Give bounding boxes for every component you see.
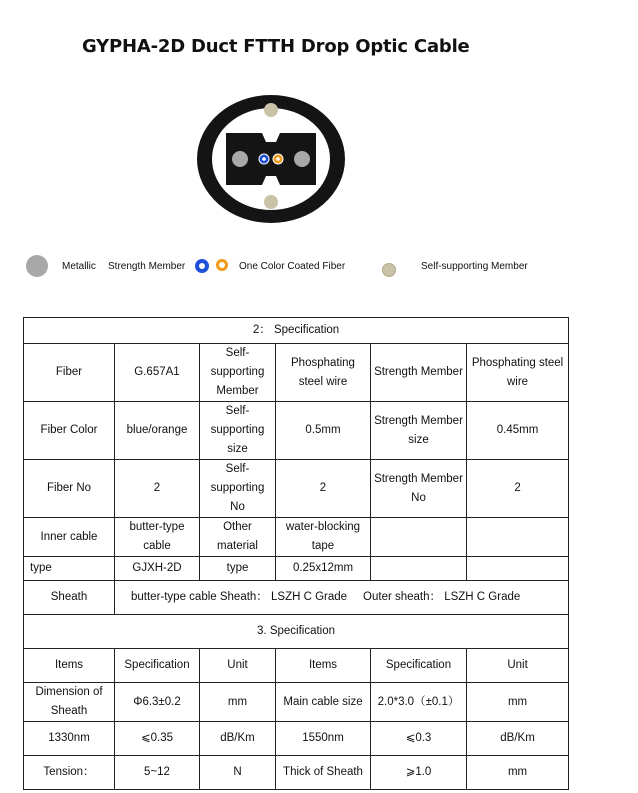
- table-cell: Tension：: [24, 756, 115, 790]
- self-supporting-legend-icon: [382, 263, 396, 277]
- table-cell: N: [200, 756, 276, 790]
- self-supporting-member-bottom: [264, 195, 278, 209]
- table-cell: mm: [200, 683, 276, 722]
- table-cell: Phosphating steel wire: [276, 344, 371, 402]
- table-cell: dB/Km: [200, 722, 276, 756]
- table-cell: Fiber: [24, 344, 115, 402]
- table-cell: G.657A1: [115, 344, 200, 402]
- table-cell: dB/Km: [467, 722, 569, 756]
- table-cell: [467, 557, 569, 581]
- table-cell: Fiber No: [24, 460, 115, 518]
- table-cell: mm: [467, 683, 569, 722]
- table-cell: Other material: [200, 518, 276, 557]
- cable-cross-section-diagram: [196, 94, 346, 224]
- column-header: Unit: [467, 649, 569, 683]
- fiber-orange-legend-icon: [216, 259, 228, 271]
- column-header: Items: [276, 649, 371, 683]
- table-cell: type: [200, 557, 276, 581]
- strength-member-left: [232, 151, 248, 167]
- table-cell: ⩽0.35: [115, 722, 200, 756]
- table-row: [24, 581, 569, 615]
- table-row: [24, 344, 569, 402]
- table-cell: Strength Member: [371, 344, 467, 402]
- table-row: [24, 683, 569, 722]
- table-cell: butter-type cable: [115, 518, 200, 557]
- metallic-legend-icon: [26, 255, 48, 277]
- specification-table: [23, 317, 569, 790]
- table-cell: Self-supporting Member: [200, 344, 276, 402]
- table-cell: 2.0*3.0（±0.1）: [371, 683, 467, 722]
- sheath-value: butter-type cable Sheath： LSZH C Grade Outer sheath： LSZH C Grade: [115, 581, 569, 615]
- column-header: Items: [24, 649, 115, 683]
- page-title: GYPHA-2D Duct FTTH Drop Optic Cable: [82, 36, 470, 57]
- fiber-legend-label: One Color Coated Fiber: [239, 261, 346, 272]
- strength-member-right: [294, 151, 310, 167]
- table-cell: Inner cable: [24, 518, 115, 557]
- table-cell: Strength Member size: [371, 402, 467, 460]
- self-supporting-member-top: [264, 103, 278, 117]
- table-row: [24, 722, 569, 756]
- table-cell: Strength Member No: [371, 460, 467, 518]
- self-supporting-legend-label: Self-supporting Member: [421, 261, 528, 272]
- table-cell: mm: [467, 756, 569, 790]
- table-cell: blue/orange: [115, 402, 200, 460]
- table-cell: Fiber Color: [24, 402, 115, 460]
- table-cell: ⩾1.0: [371, 756, 467, 790]
- table-cell: Main cable size: [276, 683, 371, 722]
- table-cell: Thick of Sheath: [276, 756, 371, 790]
- table-cell: Phosphating steel wire: [467, 344, 569, 402]
- table-row: [24, 460, 569, 518]
- table-cell: 1550nm: [276, 722, 371, 756]
- table-cell: 5~12: [115, 756, 200, 790]
- table-cell: GJXH-2D: [115, 557, 200, 581]
- column-header: Specification: [371, 649, 467, 683]
- table-row: [24, 756, 569, 790]
- table-header-row: [24, 649, 569, 683]
- sheath-label: Sheath: [24, 581, 115, 615]
- table-cell: Self-supporting No: [200, 460, 276, 518]
- table-cell: Φ6.3±0.2: [115, 683, 200, 722]
- table-cell: type: [24, 557, 115, 581]
- table-cell: 1330nm: [24, 722, 115, 756]
- fiber-blue-legend-icon: [195, 259, 209, 273]
- metallic-legend-label: Metallic: [62, 261, 96, 272]
- table-row: [24, 518, 569, 557]
- column-header: Specification: [115, 649, 200, 683]
- table-cell: ⩽0.3: [371, 722, 467, 756]
- table-cell: Dimension of Sheath: [24, 683, 115, 722]
- column-header: Unit: [200, 649, 276, 683]
- table-cell: Self-supporting size: [200, 402, 276, 460]
- table-cell: 2: [276, 460, 371, 518]
- table-cell: [371, 518, 467, 557]
- table-row: [24, 557, 569, 581]
- table-cell: 0.45mm: [467, 402, 569, 460]
- table-cell: 2: [467, 460, 569, 518]
- table-cell: 0.25x12mm: [276, 557, 371, 581]
- table-row: [24, 402, 569, 460]
- strength-legend-label: Strength Member: [108, 261, 186, 272]
- table-cell: [467, 518, 569, 557]
- spec3-header: 3. Specification: [24, 615, 569, 649]
- table-cell: 0.5mm: [276, 402, 371, 460]
- legend: [0, 252, 638, 284]
- spec2-header: 2： Specification: [24, 318, 569, 344]
- table-cell: 2: [115, 460, 200, 518]
- table-cell: water-blocking tape: [276, 518, 371, 557]
- table-cell: [371, 557, 467, 581]
